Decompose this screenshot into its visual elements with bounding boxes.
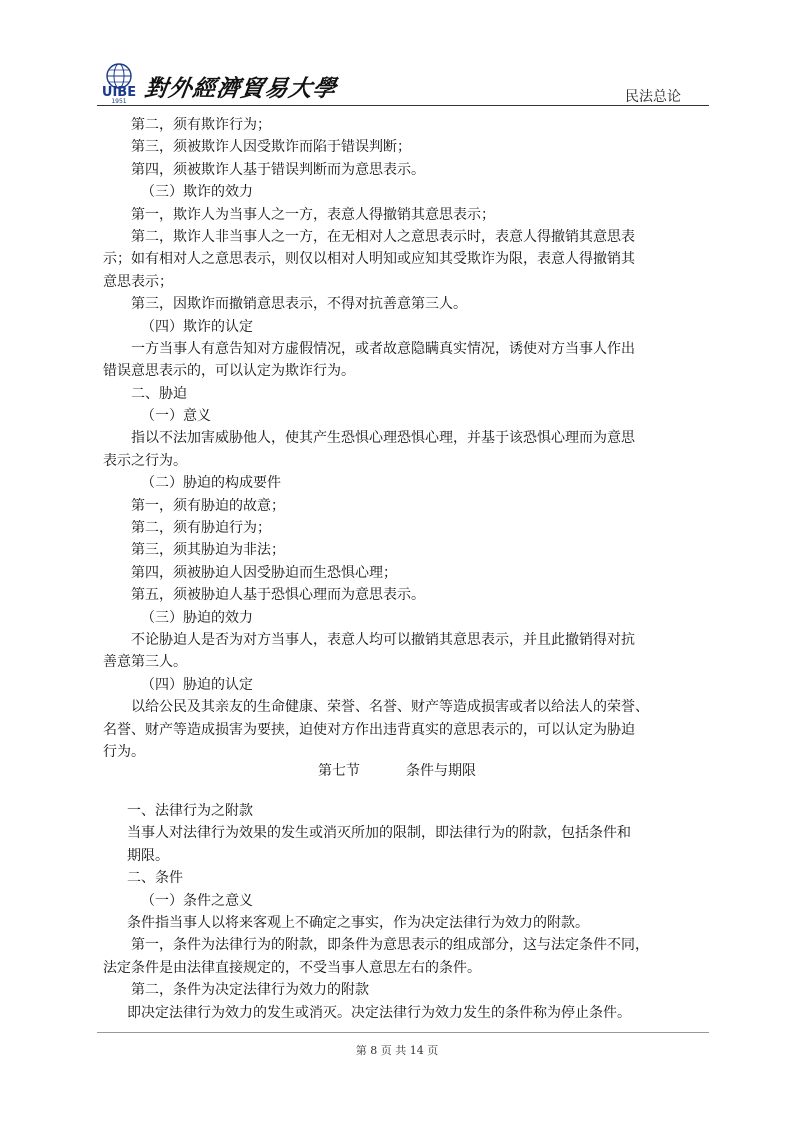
text-line: 第二，须有胁迫行为； <box>131 520 271 537</box>
text-line: （四）胁迫的认定 <box>141 676 253 693</box>
page-number: 第 8 页 共 14 页 <box>355 1044 439 1057</box>
text-line: 第四，须被胁迫人因受胁迫而生恐惧心理； <box>131 564 397 581</box>
text-line: 名誉、财产等造成损害为要挟，迫使对方作出违背真实的意思表示的，可以认定为胁迫 <box>103 721 635 738</box>
header-divider <box>97 105 709 106</box>
text-line: 指以不法加害威胁他人，使其产生恐惧心理恐惧心理，并基于该恐惧心理而为意思 <box>131 430 635 447</box>
text-line: 错误意思表示的，可以认定为欺诈行为。 <box>103 363 355 380</box>
body-text-bottom <box>103 800 715 1024</box>
section-heading <box>0 760 794 780</box>
logo-wordmark: UIBE <box>101 85 137 100</box>
text-line: 第一，须有胁迫的故意； <box>131 497 285 514</box>
text-line: （三）欺诈的效力 <box>141 184 253 201</box>
text-line: 二、条件 <box>127 870 183 887</box>
text-line: 第一，欺诈人为当事人之一方，表意人得撤销其意思表示； <box>131 206 495 223</box>
page-header <box>97 58 709 106</box>
text-line: 以给公民及其亲友的生命健康、荣誉、名誉、财产等造成损害或者以给法人的荣誉、 <box>131 699 649 716</box>
text-line: 示；如有相对人之意思表示，则仅以相对人明知或应知其受欺诈为限，表意人得撤销其 <box>103 251 635 268</box>
text-line: 第一，条件为法律行为的附款，即条件为意思表示的组成部分，这与法定条件不同， <box>131 937 649 954</box>
logo-year: 1951 <box>111 98 127 104</box>
text-line: 第三，须被欺诈人因受欺诈而陷于错误判断； <box>131 139 411 156</box>
text-line: 表示之行为。 <box>103 452 187 469</box>
text-line: （一）意义 <box>141 408 211 425</box>
text-line: （四）欺诈的认定 <box>141 318 253 335</box>
text-line: （一）条件之意义 <box>141 892 253 909</box>
footer-divider <box>97 1032 709 1033</box>
section-number: 第七节 <box>318 763 360 779</box>
text-line: 即决定法律行为效力的发生或消灭。决定法律行为效力发生的条件称为停止条件。 <box>127 1004 631 1021</box>
text-line: 第三，须其胁迫为非法； <box>131 542 285 559</box>
text-line: 第四，须被欺诈人基于错误判断而为意思表示。 <box>131 161 425 178</box>
text-line: 当事人对法律行为效果的发生或消灭所加的限制，即法律行为的附款，包括条件和 <box>127 825 631 842</box>
text-line: （三）胁迫的效力 <box>141 609 253 626</box>
text-line: 期限。 <box>127 847 169 864</box>
text-line: （二）胁迫的构成要件 <box>141 475 281 492</box>
text-line: 第二，条件为决定法律行为效力的附款 <box>131 982 369 999</box>
text-line: 第三，因欺诈而撤销意思表示，不得对抗善意第三人。 <box>131 296 467 313</box>
text-line: 一方当事人有意告知对方虚假情况，或者故意隐瞒真实情况，诱使对方当事人作出 <box>131 340 635 357</box>
text-line: 第二，须有欺诈行为； <box>131 117 271 133</box>
body-text-top <box>103 114 715 763</box>
text-line: 意思表示； <box>103 273 173 290</box>
university-logo <box>97 62 141 104</box>
text-line: 行为。 <box>103 743 145 760</box>
text-line: 不论胁迫人是否为对方当事人，表意人均可以撤销其意思表示，并且此撤销得对抗 <box>131 631 635 648</box>
text-line: 二、胁迫 <box>131 385 187 402</box>
text-line: 第二，欺诈人非当事人之一方，在无相对人之意思表示时，表意人得撤销其意思表 <box>131 228 635 245</box>
text-line: 法定条件是由法律直接规定的，不受当事人意思左右的条件。 <box>103 959 481 976</box>
section-title: 条件与期限 <box>406 763 476 779</box>
text-line: 条件指当事人以将来客观上不确定之事实，作为决定法律行为效力的附款。 <box>127 914 589 931</box>
text-line: 一、法律行为之附款 <box>127 803 253 819</box>
text-line: 善意第三人。 <box>103 654 187 671</box>
course-title: 民法总论 <box>625 89 681 105</box>
text-line: 第五，须被胁迫人基于恐惧心理而为意思表示。 <box>131 587 425 604</box>
university-name: 對外經濟貿易大學 <box>142 76 339 102</box>
